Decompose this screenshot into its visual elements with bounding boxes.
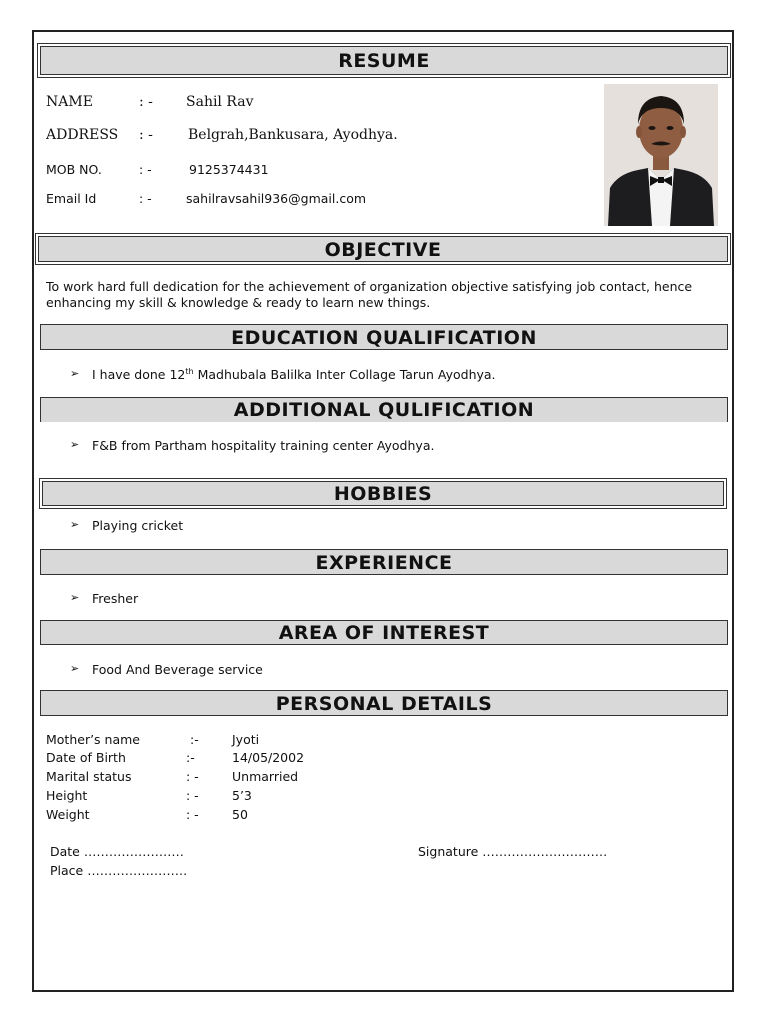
email-label: Email Id: [46, 191, 97, 206]
place-line: Place ……………………: [50, 863, 188, 878]
email-separator: : -: [139, 191, 152, 206]
email-value: sahilravsahil936@gmail.com: [186, 191, 367, 206]
name-separator: : -: [139, 94, 153, 110]
personal-row-label: Marital status: [46, 769, 132, 784]
mobile-value: 9125374431: [189, 162, 269, 177]
name-value: Sahil Rav: [186, 94, 254, 110]
personal-row-value: 50: [232, 807, 248, 822]
education-item-prefix: I have done 12: [92, 367, 186, 383]
resume-title: RESUME: [40, 46, 728, 75]
additional-item-text: F&B from Partham hospitality training center Ayodhya.: [92, 438, 435, 453]
personal-details-heading: PERSONAL DETAILS: [40, 690, 728, 716]
personal-row-value: Jyoti: [232, 732, 260, 747]
personal-row-value: 14/05/2002: [232, 750, 305, 765]
address-separator: : -: [139, 127, 153, 143]
arrow-bullet-icon: ➢: [70, 438, 80, 451]
education-item-suffix: Madhubala Balilka Inter Collage Tarun Ayodhya.: [193, 367, 496, 383]
hobbies-heading: HOBBIES: [42, 481, 724, 506]
personal-row-label: Date of Birth: [46, 750, 126, 765]
area-of-interest-heading: AREA OF INTEREST: [40, 620, 728, 645]
experience-item-text: Fresher: [92, 591, 139, 606]
personal-row-value: Unmarried: [232, 769, 299, 784]
interest-item-text: Food And Beverage service: [92, 662, 263, 677]
education-heading: EDUCATION QUALIFICATION: [40, 324, 728, 350]
arrow-bullet-icon: ➢: [70, 518, 80, 531]
date-line: Date ……………………: [50, 844, 184, 859]
hobbies-item-text: Playing cricket: [92, 518, 184, 533]
experience-heading: EXPERIENCE: [40, 549, 728, 575]
personal-row-separator: :-: [186, 750, 195, 765]
address-value: Belgrah,Bankusara, Ayodhya.: [188, 127, 398, 143]
personal-row-separator: :-: [190, 732, 199, 747]
personal-row-separator: : -: [186, 788, 199, 803]
education-item-superscript: th: [185, 367, 194, 376]
mobile-separator: : -: [139, 162, 152, 177]
arrow-bullet-icon: ➢: [70, 591, 80, 604]
personal-row-label: Weight: [46, 807, 90, 822]
education-item-text: [92, 367, 496, 382]
objective-text: To work hard full dedication for the achievement of organization objective satisfying job contact, hence enhancing my skill & knowledge & ready to learn new things.: [46, 279, 693, 310]
name-label: NAME: [46, 94, 93, 110]
person-portrait-icon: [604, 84, 718, 226]
signature-line: Signature …………………………: [418, 844, 608, 859]
personal-row-value: 5’3: [232, 788, 252, 803]
mobile-label: MOB NO.: [46, 162, 102, 177]
personal-row-separator: : -: [186, 769, 199, 784]
objective-heading: OBJECTIVE: [38, 236, 728, 262]
address-label: ADDRESS: [46, 127, 119, 143]
arrow-bullet-icon: ➢: [70, 662, 80, 675]
personal-row-separator: : -: [186, 807, 199, 822]
additional-qualification-heading: ADDITIONAL QULIFICATION: [40, 397, 728, 422]
arrow-bullet-icon: ➢: [70, 367, 80, 380]
profile-photo: [604, 84, 718, 226]
personal-row-label: Height: [46, 788, 88, 803]
personal-row-label: Mother’s name: [46, 732, 140, 747]
